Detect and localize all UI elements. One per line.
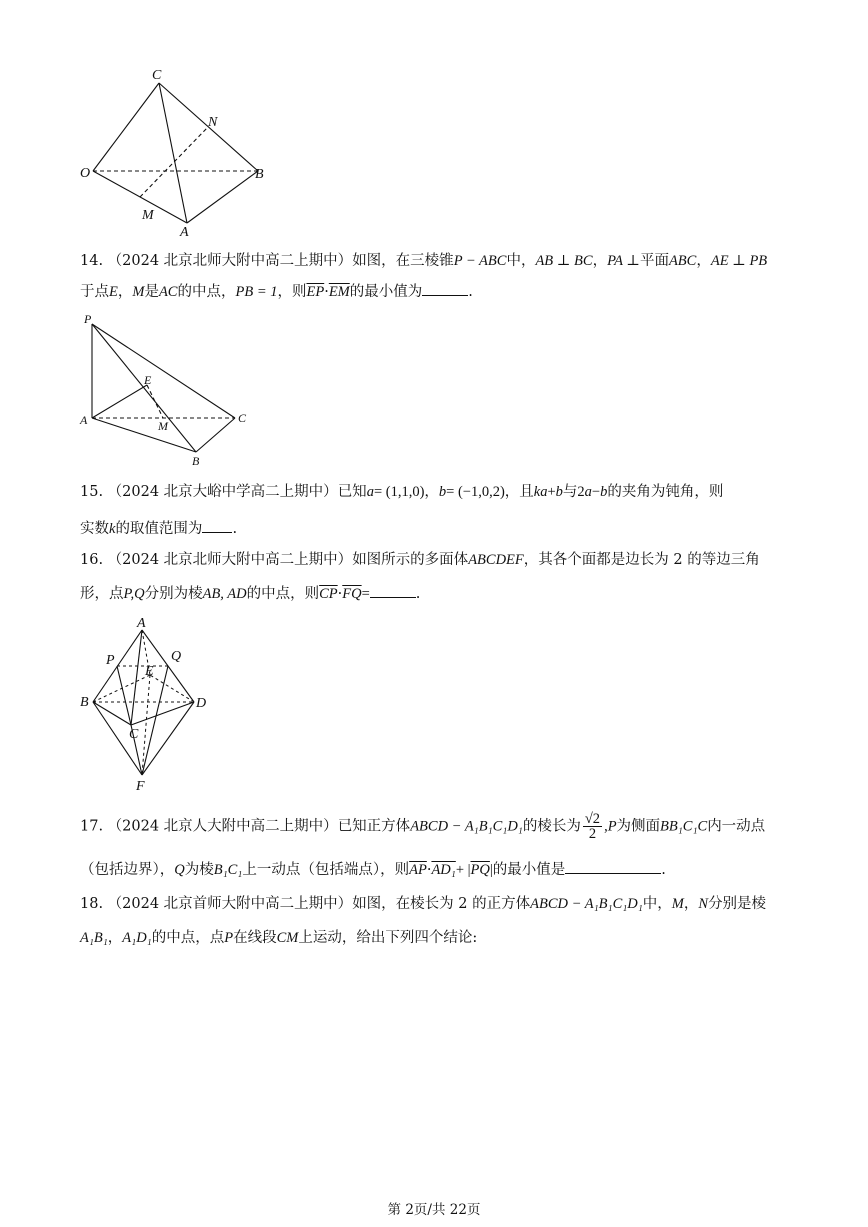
label-A: A [137, 616, 146, 631]
label-P: P [84, 312, 92, 326]
q15-number: 15. [80, 484, 104, 500]
q18-line-1: 18. （2024 北京首师大附中高二上期中）如图，在棱长为 2 的正方体ABCD − A₁B₁C₁D₁中，M，N分别是棱 [80, 896, 767, 912]
q17-number: 17. [80, 818, 104, 835]
label-F: F [136, 779, 145, 794]
q14-line-1: 14. （2024 北京北师大附中高二上期中）如图，在三棱锥P − ABC中，AB ⊥ BC，PA ⊥平面ABC，AE ⊥ PB [80, 253, 768, 269]
q18-line-2: A₁B₁，A₁D₁的中点，点P在线段CM上运动，给出下列四个结论: [80, 930, 478, 946]
q15-line-2: 实数k的取值范围为 . [80, 518, 237, 539]
label-O: O [80, 166, 91, 181]
label-B: B [80, 695, 89, 710]
label-A: A [80, 413, 88, 427]
q16-line-2: 形，点P,Q分别为棱AB, AD的中点，则$\overline{CP}\cdot\overline{FQ}=$ . [80, 583, 420, 604]
fraction: $\frac{√2}{2}$ [584, 811, 601, 842]
label-E: E [144, 373, 152, 387]
label-A: A [180, 225, 189, 240]
q17-line-1: 17. （2024 北京人大附中高二上期中）已知正方体ABCD − A₁B₁C₁D₁的棱长为 $\frac{√2}{2}$ ,P为侧面BB₁C₁C内一动点 [80, 811, 766, 842]
label-Q: Q [171, 649, 182, 664]
q16-line-1: 16. （2024 北京北师大附中高二上期中）如图所示的多面体ABCDEF，其各个面都是边长为 2 的等边三角 [80, 552, 760, 568]
label-B: B [255, 167, 264, 182]
label-C: C [152, 68, 162, 83]
label-E: E [145, 664, 154, 679]
q15-line-1: 15. （2024 北京大峪中学高二上期中）已知a= (1,1,0)，b= (−1,0,2)，且ka+b与2a−b的夹角为钝角，则 [80, 484, 724, 500]
label-B: B [192, 454, 200, 468]
label-M: M [158, 419, 168, 433]
page-footer: 第 2页/共 22页 [387, 1202, 481, 1218]
q14-line-2: 于点E，M是AC的中点，PB = 1，则$\overline{EP}\cdot\overline{EM}$的最小值为 . [80, 281, 473, 302]
label-D: D [196, 696, 207, 711]
answer-blank [565, 859, 661, 874]
q17-line-2: （包括边界），Q为棱B₁C₁上一动点（包括端点），则$\overline{AP}\cdot AD_1+ |\overline{PQ}|$的最小值是 . [80, 859, 666, 880]
label-P: P [106, 653, 115, 668]
q14-number: 14. [80, 253, 104, 269]
label-M: M [142, 208, 154, 223]
q18-number: 18. [80, 896, 104, 912]
label-N: N [208, 115, 218, 130]
q16-number: 16. [80, 552, 104, 568]
label-C: C [129, 727, 139, 742]
label-C: C [238, 411, 247, 425]
